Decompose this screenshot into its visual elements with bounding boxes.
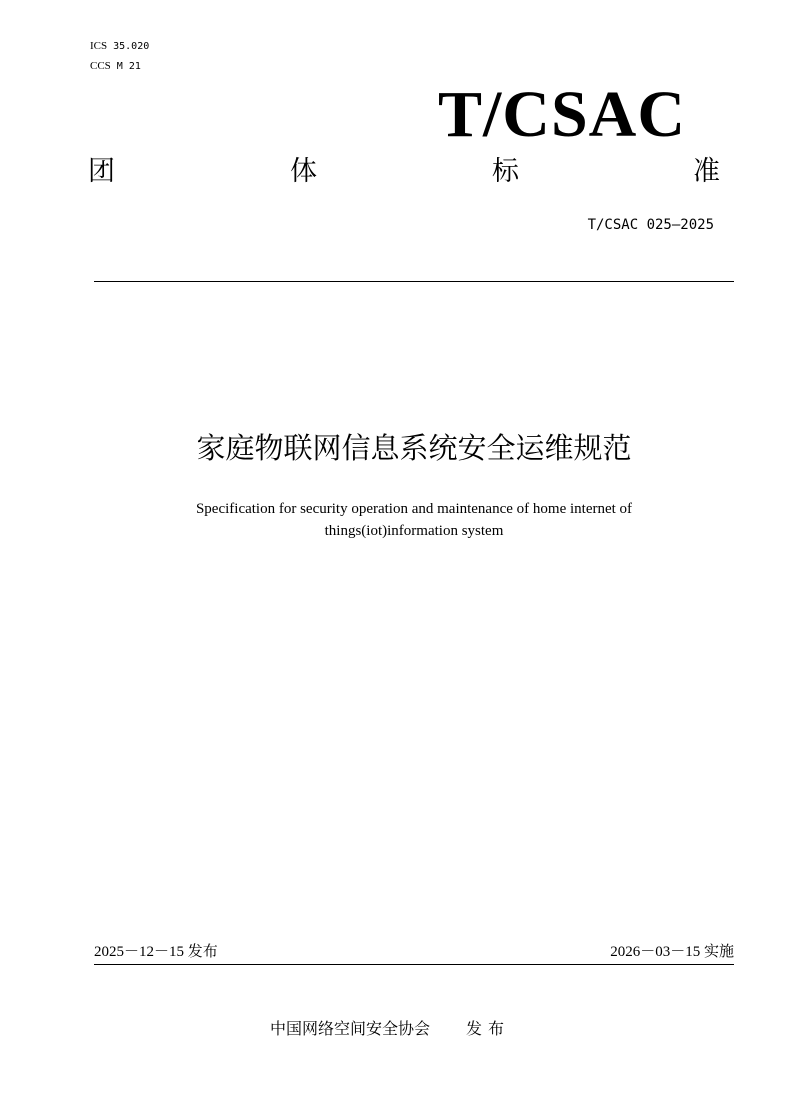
header-divider <box>94 281 734 282</box>
category-char-3: 标 <box>492 156 519 187</box>
ics-classification <box>90 39 149 54</box>
title-en-line-1: Specification for security operation and maintenance of home internet of <box>195 501 633 517</box>
document-title-english <box>0 498 790 542</box>
publish-action: 发布 <box>466 1019 511 1038</box>
effective-date: 2026－03－15 实施 <box>610 944 734 960</box>
ccs-classification <box>90 59 141 74</box>
standard-logo: T/CSAC <box>437 78 686 151</box>
category-char-2: 体 <box>290 156 317 187</box>
issue-date: 2025－12－15 发布 <box>94 944 218 960</box>
standard-number: T/CSAC 025—2025 <box>587 217 714 233</box>
footer-divider <box>94 964 734 965</box>
ccs-label: CCS <box>90 60 111 72</box>
category-char-1: 团 <box>88 156 115 187</box>
publisher-name: 中国网络空间安全协会 <box>270 1019 431 1038</box>
ccs-code: M 21 <box>116 61 141 72</box>
ics-code: 35.020 <box>113 41 150 52</box>
publisher-line <box>270 1018 510 1040</box>
category-char-4: 准 <box>693 156 720 187</box>
document-title-chinese: 家庭物联网信息系统安全运维规范 <box>196 431 632 465</box>
title-en-line-2: things(iot)information system <box>324 523 504 539</box>
ics-label: ICS <box>90 40 108 52</box>
